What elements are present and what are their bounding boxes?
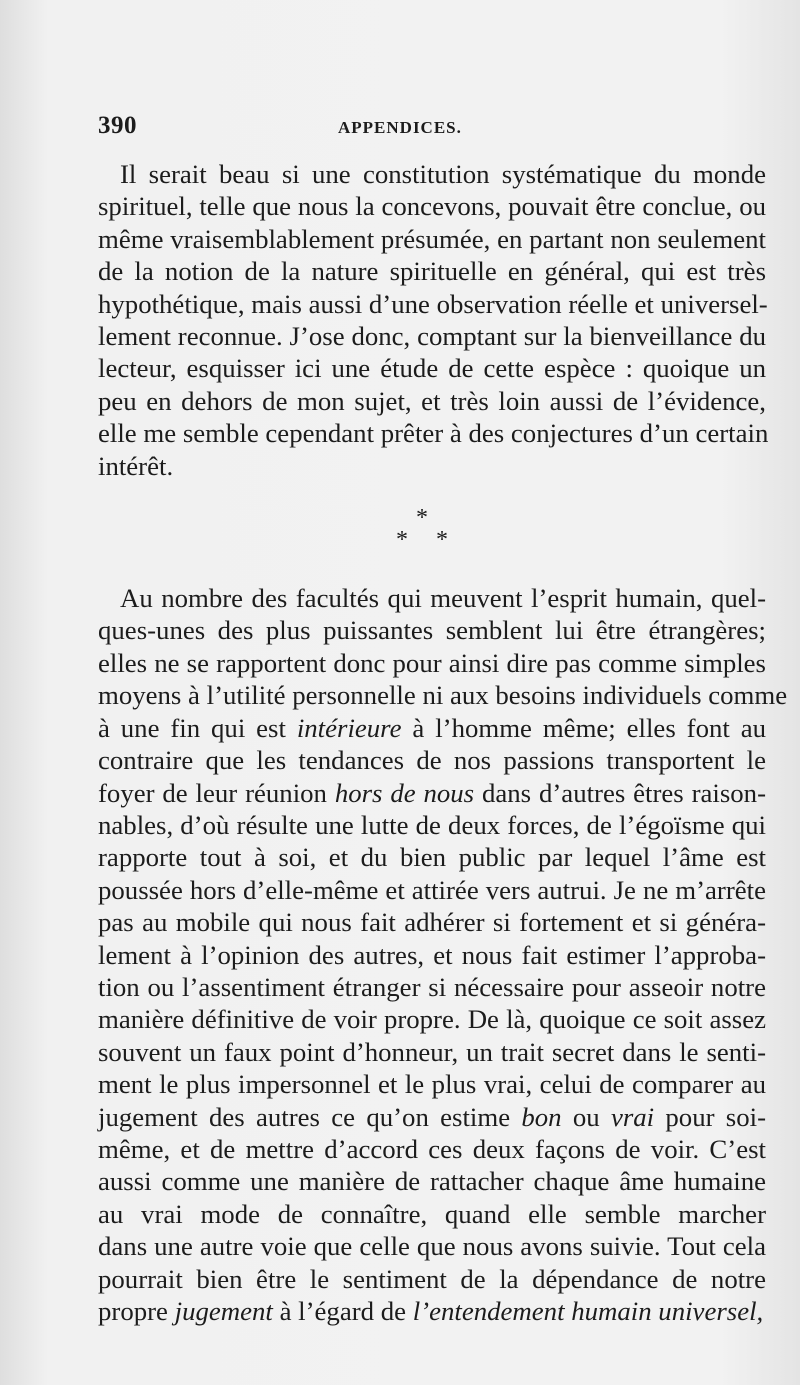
text-segment: foyer de leur réunion [98, 777, 335, 808]
text-line [98, 1068, 766, 1100]
text-line: spirituel, telle que nous la concevons, pouvait être conclue, ou [98, 191, 766, 222]
text-segment: dans d’autres êtres raison- [474, 777, 767, 808]
text-segment: à l’homme même; elles font au [401, 712, 766, 743]
text-line [98, 614, 766, 646]
text-segment: dans une autre voie que celle que nous avons suivie. Tout cela [98, 1231, 766, 1262]
text-line [98, 1165, 766, 1197]
page-number: 390 [98, 112, 137, 139]
text-line: même vraisemblablement présumée, en partant non seulement [98, 223, 766, 254]
separator-star: * [436, 527, 448, 554]
separator-star: * [396, 527, 408, 554]
section-separator [98, 482, 766, 582]
text-segment: pour soi- [654, 1101, 767, 1132]
text-line: elle me semble cependant prêter à des conjectures d’un certain [98, 418, 769, 449]
text-segment: à l’égard de [272, 1296, 413, 1326]
text-segment: même, et de mettre d’accord ces deux façons de voir. C’est [98, 1133, 766, 1164]
text-line: intérêt. [98, 450, 174, 481]
text-line [98, 1101, 766, 1133]
text-segment: aussi comme une manière de rattacher chaque âme humaine [98, 1166, 766, 1197]
italic-text: jugement [174, 1296, 273, 1326]
text-line [98, 1003, 766, 1035]
text-segment: moyens à l’utilité personnelle ni aux besoins individuels comme [98, 680, 788, 711]
text-segment: lement à l’opinion des autres, et nous fait estimer l’approba- [98, 939, 766, 970]
separator-star: * [416, 505, 428, 532]
text-line [98, 1036, 766, 1068]
text-line [98, 939, 766, 971]
text-line [98, 582, 766, 614]
text-line [98, 1133, 766, 1165]
text-segment: ou [561, 1101, 611, 1132]
text-segment: contraire que les tendances de nos passions transportent le [98, 745, 766, 776]
body-text [98, 158, 788, 1327]
text-line [98, 744, 766, 776]
text-line: peu en dehors de mon sujet, et très loin aussi de l’évidence, [98, 385, 766, 416]
italic-text: l’entendement humain universel, [412, 1296, 764, 1326]
text-line [98, 647, 766, 679]
text-segment: Au nombre des facultés qui meuvent l’esprit humain, quel- [120, 583, 766, 614]
text-segment: au vrai mode de connaître, quand elle semble marcher [98, 1198, 766, 1229]
paragraph-1 [98, 158, 769, 482]
italic-text: hors de nous [334, 777, 475, 808]
running-head: APPENDICES. [338, 118, 462, 137]
text-line [98, 712, 766, 744]
text-line [98, 874, 766, 906]
text-line [98, 1198, 766, 1230]
text-segment: à une fin qui est [98, 712, 297, 743]
text-segment: pas au mobile qui nous fait adhérer si fortement et si généra- [98, 907, 766, 938]
page-header [98, 112, 760, 146]
text-segment: rapporte tout à soi, et du bien public par lequel l’âme est [98, 842, 766, 873]
text-line: hypothétique, mais aussi d’une observation réelle et universel- [98, 288, 768, 319]
text-line [98, 971, 766, 1003]
text-line [98, 1230, 766, 1262]
italic-text: bon [521, 1101, 562, 1132]
text-segment: manière définitive de voir propre. De là, quoique ce soit assez [98, 1004, 766, 1035]
text-segment: ques-unes des plus puissantes semblent lui être étrangères; [98, 615, 766, 646]
text-line: de la notion de la nature spirituelle en général, qui est très [98, 256, 766, 287]
text-segment: ment le plus impersonnel et le plus vrai, celui de comparer au [98, 1069, 766, 1100]
text-line [98, 1263, 766, 1295]
text-segment: tion ou l’assentiment étranger si nécessaire pour asseoir notre [98, 971, 766, 1002]
italic-text: vrai [610, 1101, 655, 1132]
text-segment: elles ne se rapportent donc pour ainsi dire pas comme simples [98, 647, 766, 678]
text-line [98, 679, 788, 711]
text-segment: nables, d’où résulte une lutte de deux forces, de l’égoïsme qui [98, 809, 766, 840]
text-line [98, 809, 766, 841]
text-line [98, 777, 766, 809]
text-line [98, 906, 766, 938]
text-line: lement reconnue. J’ose donc, comptant sur la bienveillance du [98, 321, 766, 352]
text-line [98, 1295, 766, 1327]
text-line: lecteur, esquisser ici une étude de cette espèce : quoique un [98, 353, 766, 384]
text-segment: souvent un faux point d’honneur, un trait secret dans le senti- [98, 1036, 766, 1067]
text-line: Il serait beau si une constitution systématique du monde [120, 159, 766, 189]
text-segment: pourrait bien être le sentiment de la dépendance de notre [98, 1263, 766, 1294]
paragraph-2 [98, 582, 788, 1327]
text-segment: propre [98, 1296, 175, 1326]
text-segment: jugement des autres ce qu’on estime [98, 1101, 522, 1132]
italic-text: intérieure [296, 712, 402, 743]
text-line [98, 841, 766, 873]
text-segment: poussée hors d’elle-même et attirée vers autrui. Je ne m’arrête [98, 874, 766, 905]
